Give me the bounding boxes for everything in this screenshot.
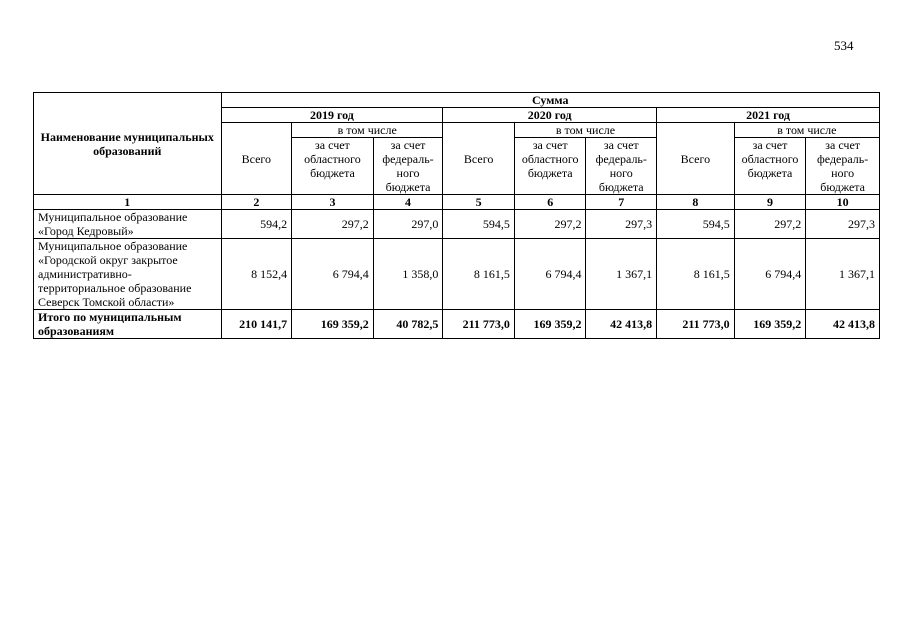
value-cell: 297,0 (373, 210, 443, 239)
value-cell: 1 367,1 (806, 239, 880, 310)
budget-table (33, 92, 880, 339)
federal-header-2021: за счет федераль-ного бюджета (806, 138, 880, 195)
value-cell: 8 152,4 (221, 239, 292, 310)
total-row (34, 310, 880, 339)
value-cell: 297,2 (292, 210, 374, 239)
value-cell: 6 794,4 (292, 239, 374, 310)
value-cell: 594,5 (443, 210, 515, 239)
value-cell: 297,2 (514, 210, 586, 239)
column-number: 7 (586, 195, 657, 210)
value-cell: 8 161,5 (443, 239, 515, 310)
header-row-sum (34, 93, 880, 108)
regional-header-2020: за счет областного бюджета (514, 138, 586, 195)
municipality-name: Муниципальное образование «Городской округ закрытое административно-территориальное образование Северск Томской области» (34, 239, 222, 310)
value-cell: 6 794,4 (734, 239, 806, 310)
total-header-2021: Всего (657, 123, 735, 195)
in-that-header-2019: в том числе (292, 123, 443, 138)
value-cell: 297,3 (586, 210, 657, 239)
municipality-name: Муниципальное образование «Город Кедровый» (34, 210, 222, 239)
column-number: 1 (34, 195, 222, 210)
total-value-cell: 42 413,8 (806, 310, 880, 339)
column-number-row (34, 195, 880, 210)
regional-header-2019: за счет областного бюджета (292, 138, 374, 195)
federal-header-2020: за счет федераль-ного бюджета (586, 138, 657, 195)
total-value-cell: 42 413,8 (586, 310, 657, 339)
column-number: 5 (443, 195, 515, 210)
value-cell: 297,2 (734, 210, 806, 239)
table-row (34, 239, 880, 310)
column-number: 9 (734, 195, 806, 210)
total-value-cell: 169 359,2 (292, 310, 374, 339)
total-value-cell: 169 359,2 (514, 310, 586, 339)
total-value-cell: 40 782,5 (373, 310, 443, 339)
column-number: 3 (292, 195, 374, 210)
value-cell: 1 358,0 (373, 239, 443, 310)
column-number: 10 (806, 195, 880, 210)
total-value-cell: 169 359,2 (734, 310, 806, 339)
total-header-2020: Всего (443, 123, 515, 195)
in-that-header-2021: в том числе (734, 123, 879, 138)
regional-header-2021: за счет областного бюджета (734, 138, 806, 195)
year-header-2021: 2021 год (657, 108, 880, 123)
total-value-cell: 211 773,0 (657, 310, 735, 339)
value-cell: 1 367,1 (586, 239, 657, 310)
total-value-cell: 210 141,7 (221, 310, 292, 339)
value-cell: 594,2 (221, 210, 292, 239)
column-number: 6 (514, 195, 586, 210)
total-value-cell: 211 773,0 (443, 310, 515, 339)
column-number: 4 (373, 195, 443, 210)
name-column-header: Наименование муниципальных образований (34, 93, 222, 195)
page-number: 534 (834, 38, 854, 53)
column-number: 8 (657, 195, 735, 210)
in-that-header-2020: в том числе (514, 123, 656, 138)
year-header-2019: 2019 год (221, 108, 443, 123)
column-number: 2 (221, 195, 292, 210)
federal-header-2019: за счет федераль-ного бюджета (373, 138, 443, 195)
total-header-2019: Всего (221, 123, 292, 195)
total-row-label: Итого по муниципальным образованиям (34, 310, 222, 339)
value-cell: 594,5 (657, 210, 735, 239)
year-header-2020: 2020 год (443, 108, 657, 123)
value-cell: 6 794,4 (514, 239, 586, 310)
table-row (34, 210, 880, 239)
sum-header: Сумма (221, 93, 879, 108)
value-cell: 297,3 (806, 210, 880, 239)
value-cell: 8 161,5 (657, 239, 735, 310)
